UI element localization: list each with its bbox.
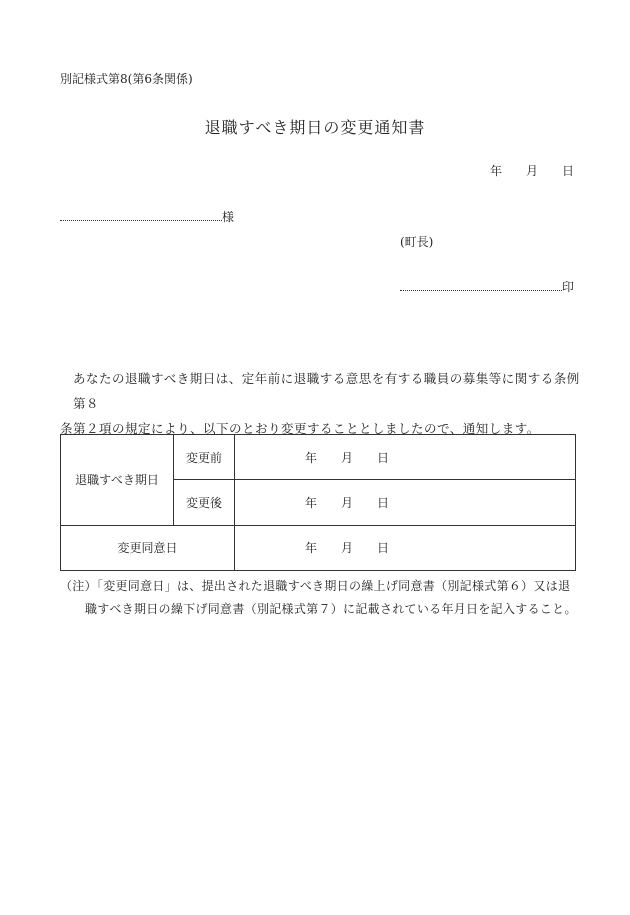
table-row bbox=[61, 435, 576, 480]
document-title: 退職すべき期日の変更通知書 bbox=[204, 118, 426, 137]
after-label: 変更後 bbox=[174, 480, 235, 525]
agree-date-label: 変更同意日 bbox=[61, 525, 235, 570]
addressee-line bbox=[60, 208, 234, 225]
date-change-table bbox=[60, 434, 576, 571]
agree-date-field[interactable]: 年 月 日 bbox=[235, 525, 576, 570]
note-line-1: （注）「変更同意日」は、提出された退職すべき期日の繰上げ同意書（別記様式第６）又は退 bbox=[60, 579, 571, 593]
notice-body bbox=[60, 366, 580, 441]
addressee-suffix: 様 bbox=[222, 210, 235, 224]
sender-name-blank[interactable] bbox=[400, 278, 562, 291]
retirement-date-label: 退職すべき期日 bbox=[61, 435, 174, 526]
table-row bbox=[61, 525, 576, 570]
form-id: 別記様式第8(第6条関係) bbox=[60, 72, 193, 86]
issue-date: 年 月 日 bbox=[489, 164, 574, 178]
footnote bbox=[60, 575, 590, 621]
before-label: 変更前 bbox=[174, 435, 235, 480]
note-line-2: 職すべき期日の繰下げ同意書（別記様式第７）に記載されている年月日を記入すること。 bbox=[85, 602, 577, 616]
body-line-1: あなたの退職すべき期日は、定年前に退職する意思を有する職員の募集等に関する条例第８ bbox=[73, 371, 580, 411]
before-date-field[interactable]: 年 月 日 bbox=[235, 435, 576, 480]
body-line-2: 条第２項の規定により、以下のとおり変更することとしましたので、通知します。 bbox=[60, 421, 540, 436]
seal-line bbox=[400, 278, 574, 295]
after-date-field[interactable]: 年 月 日 bbox=[235, 480, 576, 525]
addressee-blank[interactable] bbox=[60, 208, 222, 221]
seal-mark: 印 bbox=[562, 280, 575, 294]
sender-title: (町長) bbox=[400, 235, 434, 249]
